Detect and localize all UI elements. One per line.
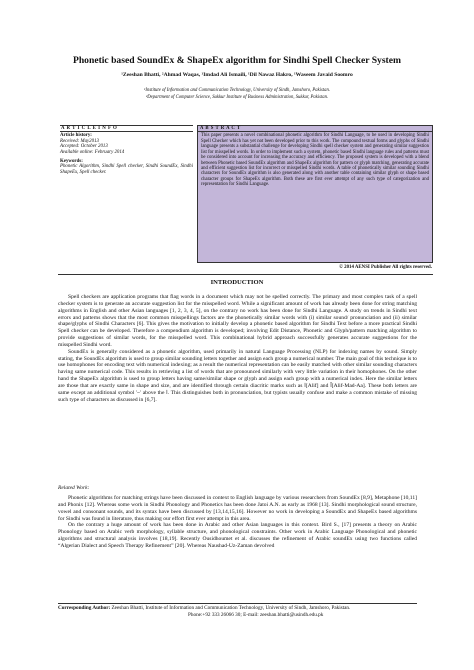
corresponding-author <box>58 605 417 619</box>
copyright-notice: © 2014 AENSI Publisher All rights reserved. <box>339 265 432 270</box>
abstract-box <box>197 125 433 263</box>
keywords-text: Phonetic Algorithm, Sindhi Spell checker, Sindhi SoundEx, Sindhi ShapeEx, Spell checker. <box>60 164 193 175</box>
section-divider <box>58 274 433 275</box>
intro-paragraph-1: Spell checkers are application programs that flag words in a document which may not be spelled correctly. The primary and most complex task of a spell checker system is to generate an accurate suggestion list for the misspelled word. While a significant amount of work has already been done for string matching algorithms in English and other Asian languages [1, 2, 3, 4, 5], on the contrary no work has been done for Sindhi Language. A study on trends in Sindhi text errors and patterns shows that the most common misspellings factors are the phonetically similar words with (i) similar sound/ pronunciation and (ii) similar shape/glyphs of Sindhi Characters [6]. This gives the motivation to initially develop a phonetic based algorithm for Sindhi Text before a more practical Sindhi Spell checker can be developed. Therefore a compendium algorithm is developed; involving Edit Distance, Phonetic and Glyph/pattern matching algorithm to provide suggestions of similar words, for the misspelled word. This combinational hybrid approach successfully generates accurate suggestions for the misspelled Sindhi word. <box>58 294 417 348</box>
related-paragraph-1: Phonetic algorithms for matching strings have been discussed in context to English language by various researchers from SoundEx [8,9], Metaphone [10,11] and Phonix [12]. Whereas some work in Sindhi Phonology and Phonetics has been done Jatoi A.N. as early as 1968 [13]. Sindhi morphological sound structure, vowel and consonant sounds, and its syntax have been discussed by [13,14,15,16]. However no work in developing a SoundEx and ShapeEx based algorithms for Sindhi was found in literature, thus making our effort first ever attempt in this area. <box>58 495 417 522</box>
corresponding-author-text: Zeeshan Bhatti, Institute of Information and Communication Technology, University of Sindh, Jamshoro, Pakistan. <box>111 605 351 611</box>
intro-paragraph-2: SoundEx is generally considered as a phonetic algorithm, used primarily in natural Language Processing (NLP) for indexing names by sound. Simply stating, the SoundEx algorithm is used to group similar sounding letters together and assign each group a numerical number. The main goal of this technique is to use homophones for encoding text with numerical indexing; as a result the numerical representation can be easily matched with other similar sounding characters having same numerical code. This results in retrieving a list of words that are pronounced similarly with very little variation in their homophones. On the other hand the ShapeEx algorithm is used to group letters having same/similar shape or glyph and assign each group with a numerical index. Here the similar letters are those that are exactly same in shape and size, and are identified through certain diacritic marks such as ا[Alif] and آ[Alif-Mad-Aa]. These both letters are same except an additional symbol '~' above the ا. This distinguishes both in pronunciation, but typists usually confuse and make a common mistake of missing such type of characters as discussed in [6,7]. <box>58 348 418 403</box>
paper-title: Phonetic based SoundEx & ShapeEx algorithm for Sindhi Spell Checker System <box>72 55 401 66</box>
article-info-header: A R T I C L E I N F O <box>60 125 193 132</box>
introduction-body <box>58 294 417 404</box>
footer-divider <box>58 603 417 604</box>
corresponding-author-label: Corresponding Author: <box>58 605 111 611</box>
affiliation-1: ¹Institute of Information and Communication Technology, University of Sindh, Jamshoro, Pakistan. <box>144 88 330 93</box>
related-paragraph-2: On the contrary a huge amount of work has been done in Arabic and other Asian languages in this context. Bird S., [17] presents a theory on Arabic Phonology based on Arabic verb morphology, syllable structure, and phonological constraints. Other work in Arabic Language Phonological and phonetic algorithms and structural analysis involves [18,19]. Recently Ousidhoumet et al. discusses the refinement of Arabic soundEx using two functions called “Algerian Dialect and Speech Therapy Refinement” [20]. Whereas Naushad-Uz-Zaman devolved <box>58 522 417 549</box>
abstract-text: This paper presents a novel combinational phonetic algorithm for Sindhi Language, to be used in developing Sindhi Spell Checker which has yet not been developed prior to this work. The compound textual forms and glyphs of Sindhi language presents a substantial challenge for developing Sindhi spell checker system and generating similar suggestion list for misspelled words. In order to implement such a system, phonetic based Sindhi language rules and patterns must be considered into account for increasing the accuracy and efficiency. The proposed system is developed with a blend between Phonetic based SoundEx algorithm and ShapeEx algorithm for pattern or glyph matching, generating accurate and efficient suggestion list for incorrect or misspelled Sindhi words. A table of phonetically similar sounding Sindhi characters for SoundEx algorithm is also generated along with another table containing similar glyph or shape based character groups for ShapeEx algorithm. Both these are first ever attempt of any such type of categorization and representation for Sindhi Language. <box>201 133 429 188</box>
keywords-label: Keywords: <box>60 159 83 165</box>
affiliation-2: ²Department of Computer Science, Sukkur Institute of Business Administration, Sukkur, Pakistan. <box>145 95 329 100</box>
history-received: Received: May2013 <box>60 138 99 144</box>
history-online: Available online: February 2014 <box>60 149 125 155</box>
article-info <box>60 125 193 202</box>
abstract-header: A B S T R A C T <box>198 126 432 132</box>
contact-line: Phone:+92 333 26066 30; E-mail: zeeshan.bhatti@usindh.edu.pk <box>188 611 324 618</box>
related-work-body <box>58 495 417 550</box>
related-work-heading: Related Work: <box>58 485 90 491</box>
introduction-heading: INTRODUCTION <box>210 279 264 286</box>
author-list: ¹Zeeshan Bhatti, ²Ahmad Waqas, ¹Imdad Ali Ismaili, ¹Dil Nawaz Hakro, ¹Waseem Javaid Soomro <box>121 72 353 78</box>
article-history-label: Article history: <box>60 133 92 139</box>
history-accepted: Accepted: October 2013 <box>60 144 108 150</box>
